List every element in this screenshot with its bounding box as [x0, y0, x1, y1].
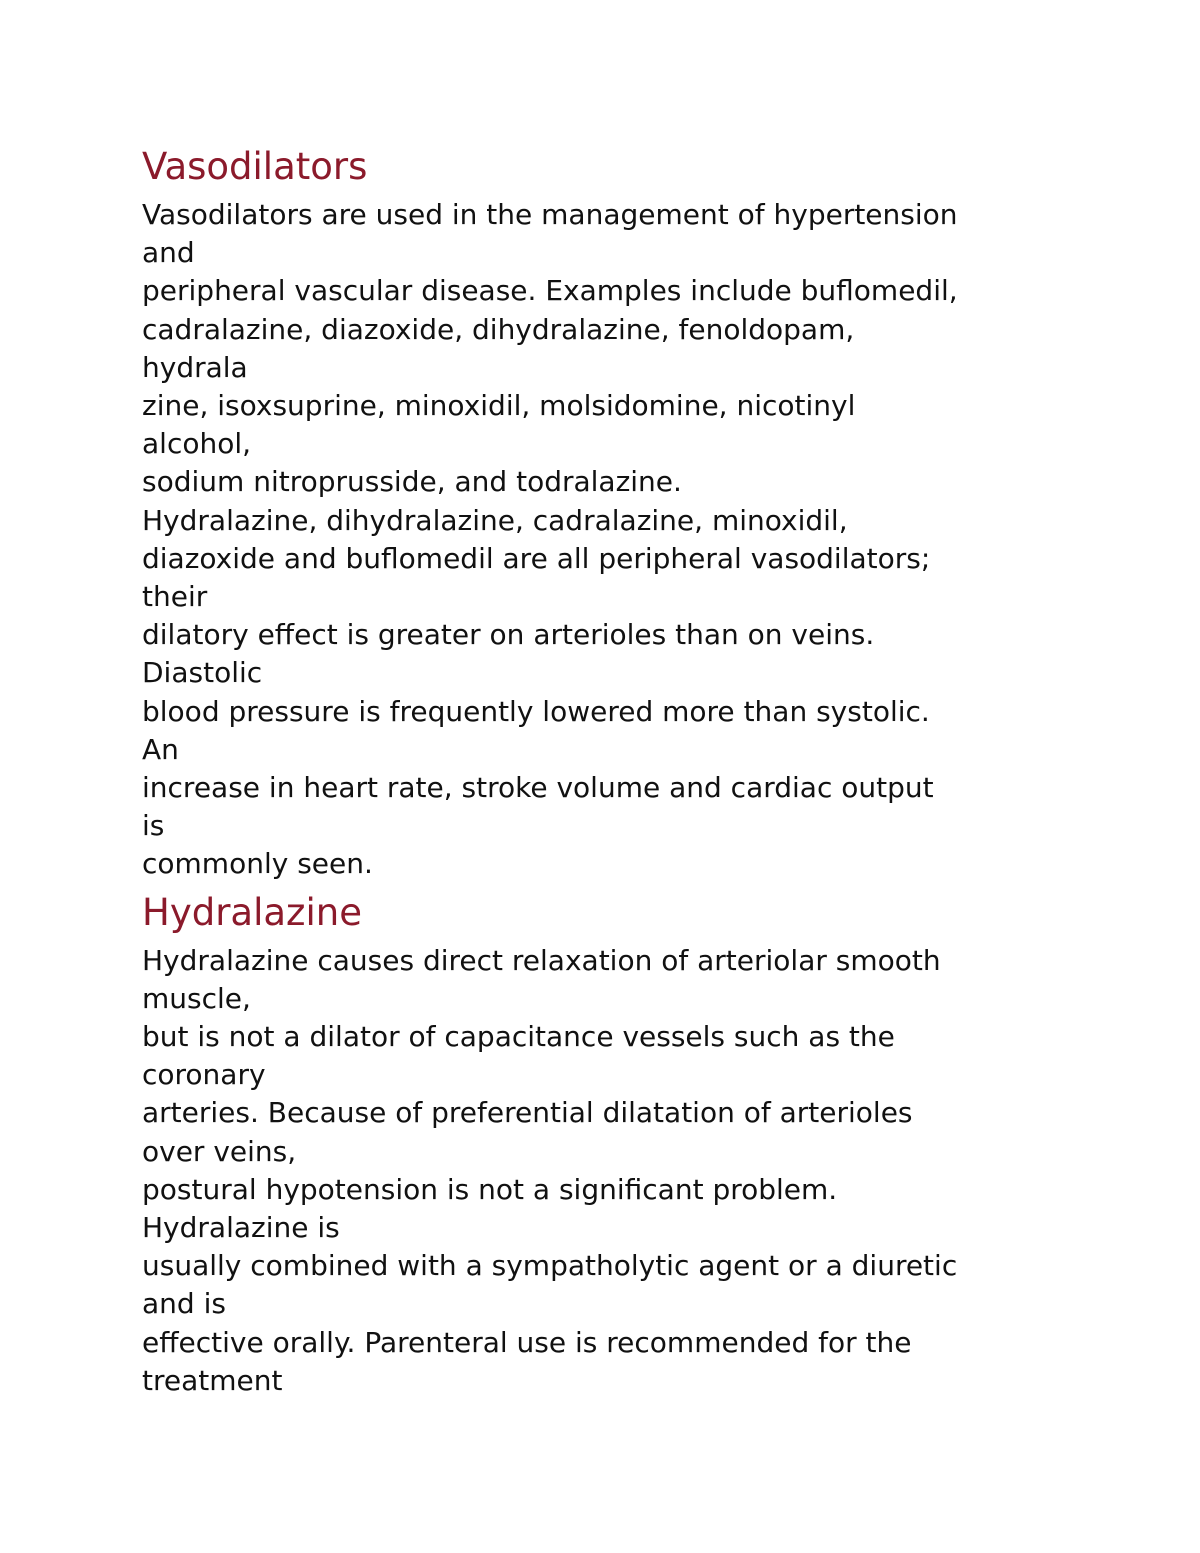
- text-line: but is not a dilator of capacitance vessels such as the: [142, 1020, 895, 1054]
- text-line: Hydralazine causes direct relaxation of arteriolar smooth: [142, 943, 941, 977]
- text-line: over veins,: [142, 1134, 297, 1168]
- text-line: coronary: [142, 1058, 266, 1092]
- text-line: commonly seen.: [142, 847, 373, 881]
- section-hydralazine: [142, 884, 1142, 1400]
- section-heading: Vasodilators: [142, 145, 368, 188]
- section-vasodilators: [142, 138, 1142, 884]
- text-line: sodium nitroprusside, and todralazine.: [142, 465, 682, 499]
- text-line: Hydralazine, dihydralazine, cadralazine, minoxidil,: [142, 503, 848, 537]
- text-line: hydrala: [142, 350, 248, 384]
- text-line: An: [142, 732, 179, 766]
- text-line: increase in heart rate, stroke volume and cardiac output: [142, 771, 934, 805]
- text-line: peripheral vascular disease. Examples include buflomedil,: [142, 274, 958, 308]
- text-line: Hydralazine is: [142, 1211, 340, 1245]
- text-line: arteries. Because of preferential dilatation of arterioles: [142, 1096, 913, 1130]
- text-line: Vasodilators are used in the management of hypertension: [142, 198, 958, 231]
- text-line: alcohol,: [142, 427, 252, 461]
- text-line: diazoxide and buflomedil are all peripheral vasodilators;: [142, 541, 931, 575]
- text-line: postural hypotension is not a significant problem.: [142, 1172, 838, 1206]
- text-line: effective orally. Parenteral use is recommended for the: [142, 1325, 912, 1359]
- text-line: muscle,: [142, 981, 251, 1015]
- text-line: zine, isoxsuprine, minoxidil, molsidomine, nicotinyl: [142, 389, 856, 423]
- text-line: dilatory effect is greater on arterioles than on veins.: [142, 618, 875, 652]
- text-line: treatment: [142, 1363, 283, 1397]
- text-line: blood pressure is frequently lowered more than systolic.: [142, 694, 930, 728]
- text-line: their: [142, 580, 208, 614]
- text-line: is: [142, 809, 165, 843]
- text-line: and is: [142, 1287, 226, 1321]
- section-heading: Hydralazine: [142, 890, 362, 934]
- document-content: [142, 138, 1142, 1400]
- text-line: Diastolic: [142, 656, 263, 690]
- text-line: usually combined with a sympatholytic agent or a diuretic: [142, 1249, 958, 1283]
- text-line: and: [142, 236, 195, 270]
- text-line: cadralazine, diazoxide, dihydralazine, fenoldopam,: [142, 312, 855, 346]
